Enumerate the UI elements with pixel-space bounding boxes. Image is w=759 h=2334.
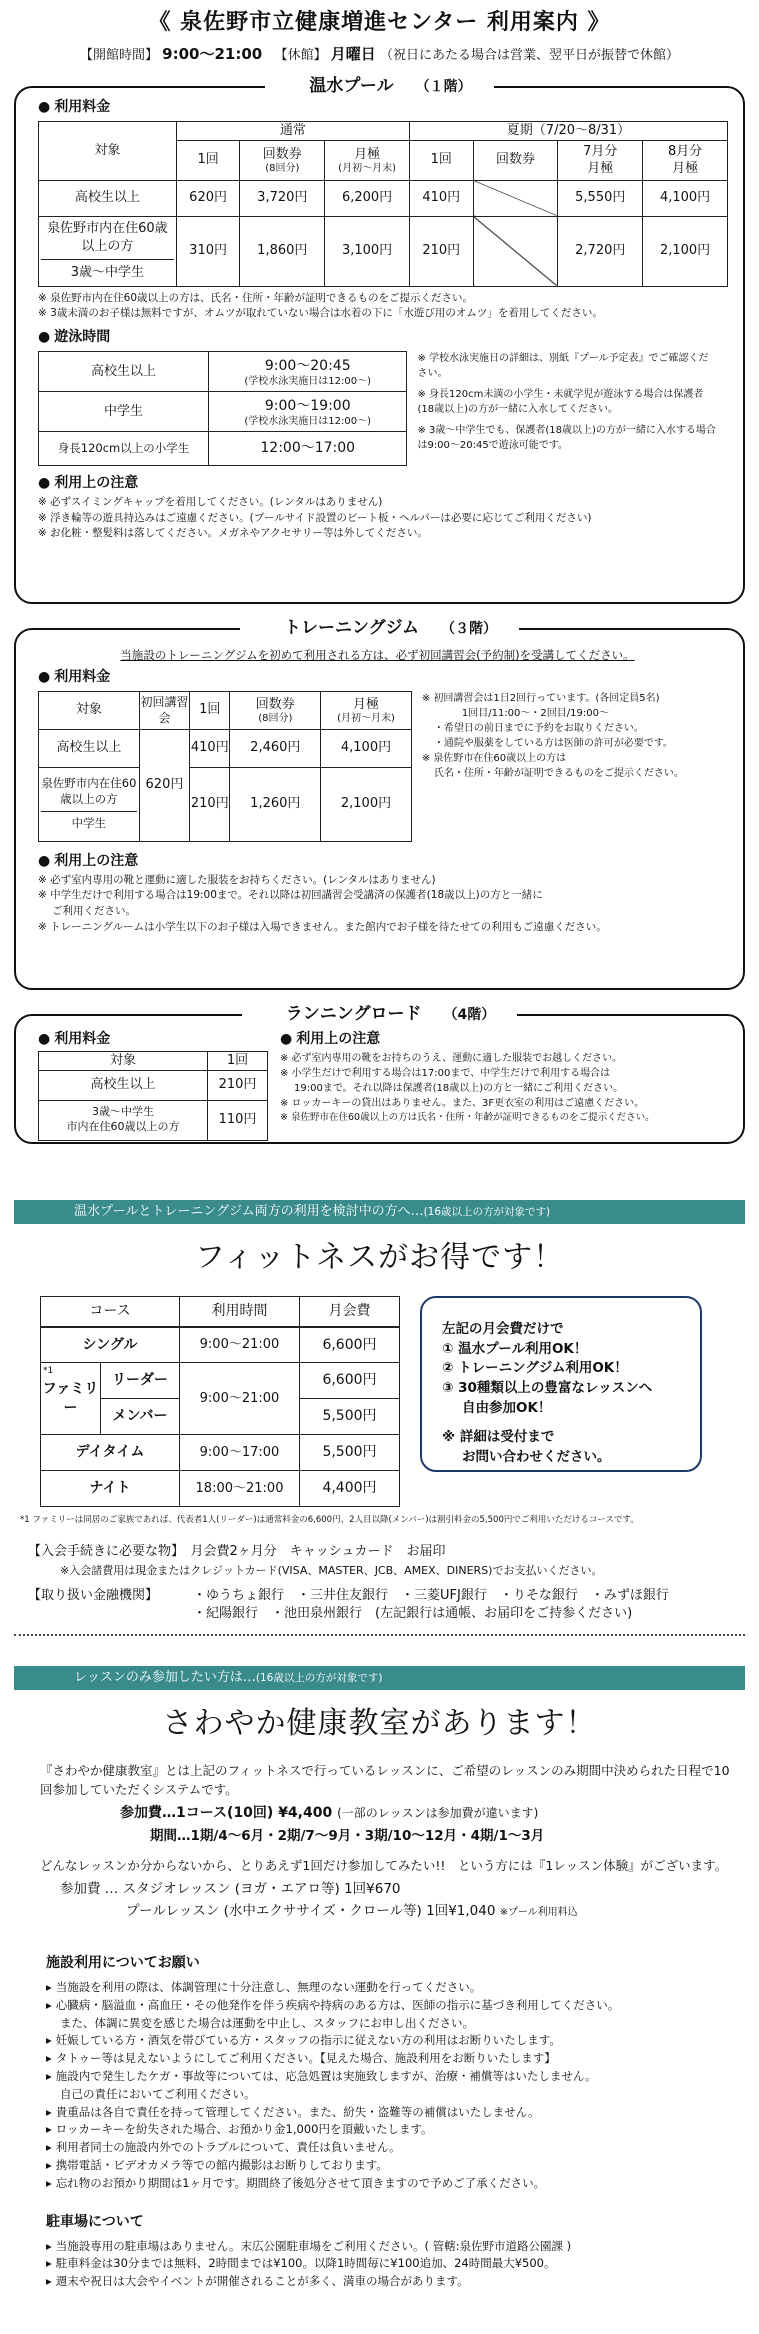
table-header: 回数券 (8回分) (240, 140, 325, 180)
lesson-trial: どんなレッスンか分からないから、とりあえず1回だけ参加してみたい!! という方には『1レッスン体験』がございます。 (40, 1857, 728, 1873)
fitness-benefits-box: 左記の月会費だけで ① 温水プール利用OK！ ② トレーニングジム利用OK！ ③ 30種類以上の豊富なレッスンへ 自由参加OK！ ※ 詳細は受付まで お問い合わせください。 (420, 1296, 702, 1472)
table-header: 利用時間 (180, 1297, 300, 1327)
table-row: ナイト 18:00～21:00 4,400円 (41, 1471, 400, 1507)
running-title: ランニングロード （4階） (16, 1003, 743, 1026)
list-item: 自己の責任においてご利用ください。 (60, 2086, 256, 2101)
table-header: 対象 (39, 122, 177, 181)
running-caution-notes: ※ 必ず室内専用の靴をお持ちのうえ、運動に適した服装でお越しください。 ※ 小学生だけで利用する場合は17:00まで、中学生だけで利用する場合は 19:00まで。それ以降は保護者(18歳以上)の方と一緒にご利用ください。 ※ ロッカーキーの貸出はありません。また、3F更衣室の利用はご遠慮ください。 ※ 泉佐野市在住60歳以上の方は氏名・住所・年齢が証明できるものをご提示ください。 (280, 1053, 655, 1124)
table-row: 泉佐野市内在住60歳以上の方 中学生 210円 1,260円 2,100円 (39, 767, 412, 841)
table-row: 泉佐野市内在住60歳以上の方 3歳～中学生 310円 1,860円 3,100円 210円 2,720円 2,100円 (39, 216, 728, 286)
table-header: 1回 (190, 691, 230, 729)
divider (14, 1634, 745, 1636)
running-fee-heading: ● 利用料金 (38, 1030, 268, 1049)
table-row: *1 ファミリー リーダー 9:00～21:00 6,600円 (41, 1363, 400, 1399)
list-item: ▸ ロッカーキーを紛失された場合、お預かり金1,000円を頂戴いたします。 (46, 2121, 739, 2139)
table-header: 7月分 月極 (558, 140, 643, 180)
gym-fee-heading: ● 利用料金 (38, 668, 717, 687)
list-item: ▸ タトゥー等は見えないようにしてご利用ください。【見えた場合、施設利用をお断りいたします】 (46, 2050, 739, 2068)
fitness-footnote: *1 ファミリーは同居のご家族であれば、代表者1人(リーダー)は通常料金の6,600円、2人目以降(メンバー)は割引料金の5,500円でご利用いただけるコースです。 (20, 1515, 639, 1526)
gym-caution-notes: ※ 必ず室内専用の靴と運動に適した服装をお持ちください。(レンタルはありません) ※ 中学生だけで利用する場合は19:00まで。それ以降は初回講習会受講済の保護者(18歳以上)の方と一緒に ご利用ください。 ※ トレーニングルームは小学生以下のお子様は入場できません。また館内でお子様を待たせての利用もご遠慮ください。 (38, 873, 607, 933)
list-item: ▸ 妊娠している方・酒気を帯びている方・スタッフの指示に従えない方の利用はお断りいたします。 (46, 2032, 739, 2050)
hours-line (0, 44, 759, 65)
table-row: 高校生以上 9:00～20:45 (学校水泳実施日は12:00～) (39, 352, 407, 392)
lesson-fee: 参加費…1コース(10回) ¥4,400 (一部のレッスンは参加費が違います) (120, 1804, 539, 1821)
pool-title: 温水プール （１階） (16, 75, 743, 98)
table-header: 通常 (176, 122, 409, 141)
table-header: 夏期（7/20～8/31） (409, 122, 727, 141)
list-item: ▸ 週末や祝日は大会やイベントが開催されることが多く、満車の場合があります。 (46, 2273, 739, 2291)
table-row: 高校生以上 210円 (39, 1070, 268, 1100)
pool-caution-notes: ※ 必ずスイミングキャップを着用してください。(レンタルはありません) ※ 浮き輪等の遊具持込みはご遠慮ください。(プールサイド設置のビート板・ヘルパーは必要に応じてご利用ください) ※ お化粧・整髪料は落してください。メガネやアクセサリー等は外してください。 (38, 495, 592, 540)
hours-label: 【開館時間】 (80, 47, 159, 63)
lesson-period: 期間…1期/4～6月・2期/7～9月・3期/10～12月・4期/1～3月 (150, 1827, 545, 1844)
table-header: 回数券 (473, 140, 558, 180)
list-item: ▸ 駐車料金は30分までは無料、2時間までは¥100。以降1時間毎に¥100追加、24時間最大¥500。 (46, 2255, 739, 2273)
gym-intro: 当施設のトレーニングジムを初めて利用される方は、必ず初回講習会(予約制)を受講してください。 (120, 648, 635, 663)
lesson-trial-fee1: 参加費 … スタジオレッスン (ヨガ・エアロ等) 1回¥670 (60, 1880, 401, 1897)
pool-fee-heading: ● 利用料金 (38, 98, 717, 117)
table-header: 1回 (176, 140, 240, 180)
table-row: 高校生以上 620円 3,720円 6,200円 410円 5,550円 4,100円 (39, 180, 728, 216)
rules-heading: 施設利用についてお願い (46, 1955, 200, 1972)
lesson-intro: 『さわやか健康教室』とは上記のフィットネスで行っているレッスンに、ご希望のレッスンのみ期間中決められた日程で10回参加していただくシステムです。 (40, 1763, 730, 1798)
table-header: 月極 (月初～月末) (321, 691, 412, 729)
pool-fee-table (38, 121, 728, 287)
swim-notes: ※ 学校水泳実施日の詳細は、別紙『プール予定表』でご確認ください。 ※ 身長120cm未満の小学生・未就学児が遊泳する場合は保護者(18歳以上)の方が一緒に入水してください。 ※ 3歳～中学生でも、保護者(18歳以上)の方が一緒に入水する場合は9:00～20:45で遊泳可能です。 (417, 353, 716, 452)
list-item: ▸ 当施設専用の駐車場はありません。末広公園駐車場をご利用ください。( 管轄:泉佐野市道路公園課 ) (46, 2238, 739, 2256)
closed-day: 月曜日 (330, 44, 376, 63)
rules-list (46, 1979, 739, 2193)
list-item: ▸ 心臓病・脳溢血・高血圧・その他発作を伴う疾病や持病のある方は、医師の指示に基づき利用してください。 (46, 1997, 739, 2015)
swim-time-table (38, 351, 407, 466)
page-title: 《 泉佐野市立健康増進センター 利用案内 》 (148, 10, 611, 35)
gym-section (14, 618, 745, 990)
table-row: 身長120cm以上の小学生 12:00～17:00 (39, 432, 407, 466)
parking-list (46, 2238, 739, 2291)
fitness-needs: 【入会手続きに必要な物】 月会費2ヶ月分 キャッシュカード お届印 (28, 1543, 446, 1559)
running-fee-table (38, 1051, 268, 1141)
closed-note: （祝日にあたる場合は営業、翌平日が振替で休館） (379, 47, 679, 63)
table-header: 1回 (409, 140, 473, 180)
fitness-needs-note: ※入会諸費用は現金またはクレジットカード(VISA、MASTER、JCB、AMEX、DINERS)でお支払いください。 (60, 1564, 603, 1578)
pool-caution-heading: ● 利用上の注意 (38, 474, 717, 493)
fitness-banner: 温水プールとトレーニングジム両方の利用を検討中の方へ…(16歳以上の方が対象です) (14, 1200, 745, 1224)
fitness-table (40, 1296, 400, 1507)
fitness-headline: フィットネスがお得です！ (194, 1239, 565, 1275)
running-caution-heading: ● 利用上の注意 (280, 1030, 655, 1049)
gym-caution-heading: ● 利用上の注意 (38, 852, 717, 871)
fitness-banks: 【取り扱い金融機関】 ・ゆうちょ銀行 ・三井住友銀行 ・三菱UFJ銀行 ・りそな銀行 ・みずほ銀行 ・紀陽銀行 ・池田泉州銀行 (左記銀行は通帳、お届印をご持参ください) (28, 1588, 669, 1621)
pool-fee-notes: ※ 泉佐野市内在住60歳以上の方は、氏名・住所・年齢が証明できるものをご提示ください。 ※ 3歳未満のお子様は無料ですが、オムツが取れていない場合は水着の下に「水遊び用のオムツ」を着用してください。 (38, 291, 603, 320)
list-item: ▸ 施設内で発生したケガ・事故等については、応急処置は実施致しますが、治療・補償等はいたしません。 (46, 2068, 739, 2086)
pool-section (14, 76, 745, 604)
lesson-trial-fee2: プールレッスン (水中エクササイズ・クロール等) 1回¥1,040 ※プール利用料込 (126, 1902, 578, 1919)
table-row: 高校生以上 620円 410円 2,460円 4,100円 (39, 729, 412, 767)
list-item: ▸ 忘れ物のお預かり期間は1ヶ月です。期間終了後処分させて頂きますので予めご了承ください。 (46, 2175, 739, 2193)
gym-side-notes: ※ 初回講習会は1日2回行っています。(各回定員5名) 1回目/11:00～・2回目/19:00～ ・希望日の前日までに予約をお取りください。 ・通院や服薬をしている方は医師の許可が必要です。 ※ 泉佐野市在住60歳以上の方は 氏名・住所・年齢が証明できるものをご提示ください。 (421, 692, 684, 779)
swim-heading: ● 遊泳時間 (38, 328, 717, 347)
table-row: デイタイム 9:00～17:00 5,500円 (41, 1435, 400, 1471)
parking-heading: 駐車場について (46, 2213, 144, 2230)
table-row: 3歳～中学生 市内在住60歳以上の方 110円 (39, 1100, 268, 1140)
gym-title: トレーニングジム （３階） (16, 617, 743, 640)
table-header: 1回 (208, 1052, 268, 1071)
list-item: ▸ 携帯電話・ビデオカメラ等での館内撮影はお断りしております。 (46, 2157, 739, 2175)
list-item: ▸ 当施設を利用の際は、体調管理に十分注意し、無理のない運動を行ってください。 (46, 1979, 739, 1997)
list-item: ▸ 利用者同士の施設内外でのトラブルについて、責任は負いません。 (46, 2139, 739, 2157)
closed-label: 【休館】 (274, 47, 327, 63)
gym-fee-table (38, 691, 412, 842)
lesson-headline: さわやか健康教室があります！ (162, 1705, 597, 1741)
running-section (14, 1004, 745, 1144)
table-row: 中学生 9:00～19:00 (学校水泳実施日は12:00～) (39, 392, 407, 432)
table-header: 初回講習会 (139, 691, 189, 729)
list-item: ▸ 貴重品は各自で責任を持って管理してください。また、紛失・盗難等の補償はいたしません。 (46, 2104, 739, 2122)
table-header: 8月分 月極 (643, 140, 728, 180)
table-header: 対象 (39, 691, 140, 729)
hours-value: 9:00～21:00 (162, 44, 263, 63)
table-header: 月極 (月初～月末) (325, 140, 410, 180)
list-item: また、体調に異変を感じた場合は運動を中止し、スタッフにお申し出ください。 (60, 2015, 474, 2030)
table-header: 対象 (39, 1052, 208, 1071)
table-row: メンバー 5,500円 (41, 1399, 400, 1435)
lesson-banner: レッスンのみ参加したい方は…(16歳以上の方が対象です) (14, 1666, 745, 1690)
table-header: 月会費 (300, 1297, 400, 1327)
table-header: コース (41, 1297, 180, 1327)
table-header: 回数券 (8回分) (230, 691, 321, 729)
table-row: シングル 9:00～21:00 6,600円 (41, 1327, 400, 1363)
